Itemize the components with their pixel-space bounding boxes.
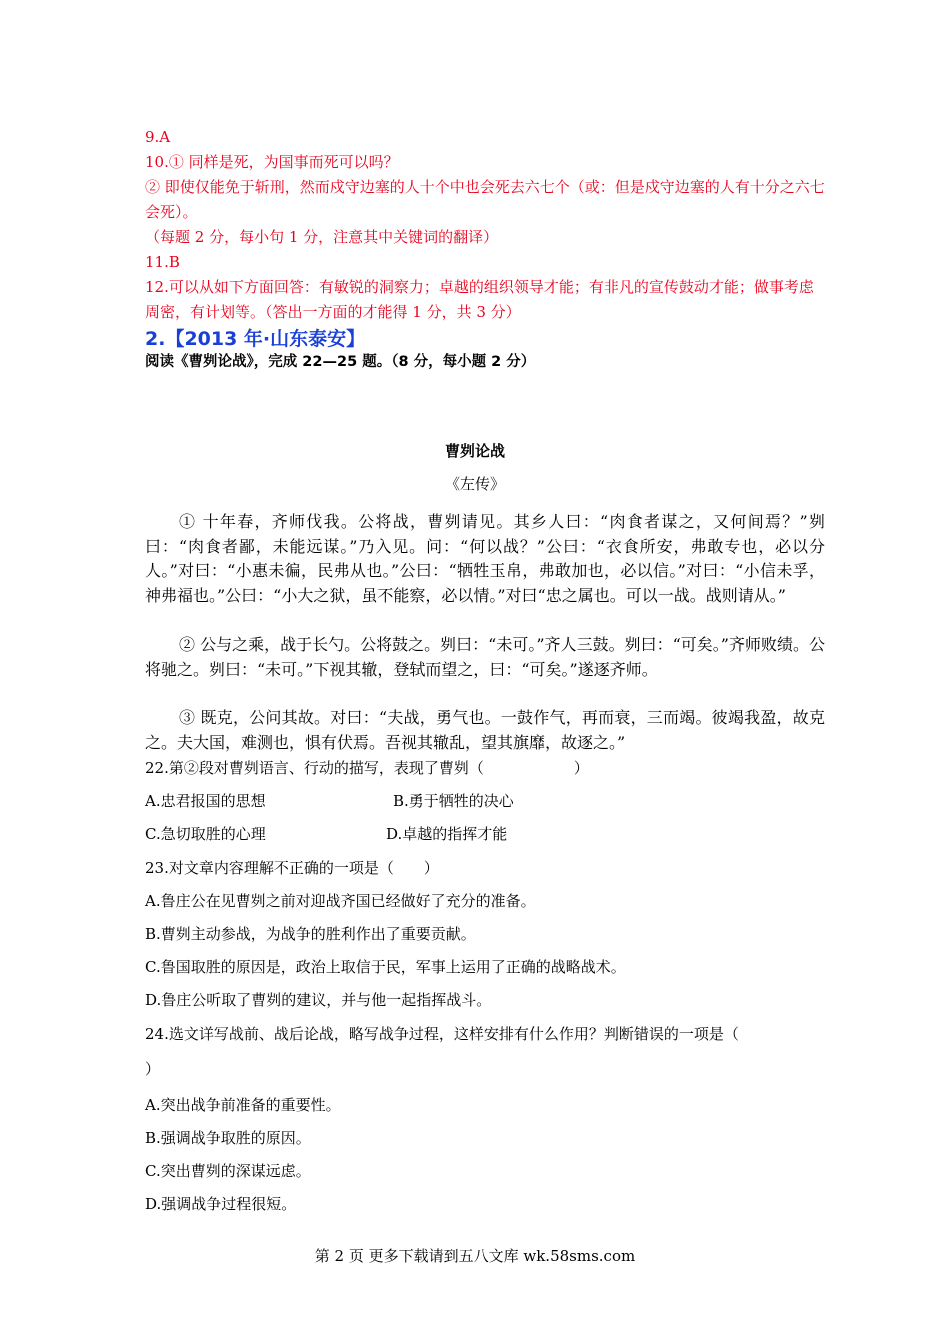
question-24-option-d: D.强调战争过程很短。 [145, 1195, 297, 1213]
question-23-option-d: D.鲁庄公听取了曹刿的建议，并与他一起指挥战斗。 [145, 991, 492, 1009]
answer-11: 11.B [145, 253, 180, 271]
article-source: 《左传》 [444, 475, 505, 493]
answer-12: 12.可以从如下方面回答：有敏锐的洞察力；卓越的组织领导才能；有非凡的宣传鼓动才能；做事考虑周密，有计划等。（答出一方面的才能得 1 分，共 3 分） [145, 278, 814, 321]
answer-10-2: ② 即使仅能免于斩刑，然而戍守边塞的人十个中也会死去六七个（或：但是戍守边塞的人有十分之六七会死）。 [145, 178, 825, 221]
answer-10-1: 10.① 同样是死，为国事而死可以吗？ [145, 153, 399, 171]
question-22-option-a: A.忠君报国的思想 [145, 792, 266, 810]
article-paragraph-3: ③ 既克，公问其故。对曰：“夫战，勇气也。一鼓作气，再而衰，三而竭。彼竭我盈，故克之。夫大国，难测也，惧有伏焉。吾视其辙乱，望其旗靡，故逐之。” [145, 708, 825, 752]
article-paragraph-2: ② 公与之乘，战于长勺。公将鼓之。刿曰：“未可。”齐人三鼓。刿曰：“可矣。”齐师败绩。公将驰之。刿曰：“未可。”下视其辙，登轼而望之，曰：“可矣。”遂逐齐师。 [145, 635, 825, 679]
question-22-option-b: B.勇于牺牲的决心 [393, 792, 514, 810]
question-24-close: ） [145, 1060, 161, 1078]
question-22: 22.第②段对曹刿语言、行动的描写，表现了曹刿（ ） [145, 759, 589, 777]
page-footer: 第 2 页 更多下载请到五八文库 wk.58sms.com [314, 1247, 636, 1265]
answer-10-note: （每题 2 分，每小句 1 分，注意其中关键词的翻译） [145, 228, 499, 246]
question-24-option-a: A.突出战争前准备的重要性。 [145, 1096, 341, 1114]
question-24-option-b: B.强调战争取胜的原因。 [145, 1129, 311, 1147]
question-23: 23.对文章内容理解不正确的一项是（ ） [145, 859, 439, 877]
question-24: 24.选文详写战前、战后论战，略写战争过程，这样安排有什么作用？判断错误的一项是（ [145, 1025, 739, 1043]
question-23-option-b: B.曹刿主动参战，为战争的胜利作出了重要贡献。 [145, 925, 476, 943]
answer-9: 9.A [145, 128, 171, 146]
article-paragraph-1: ① 十年春，齐师伐我。公将战，曹刿请见。其乡人曰：“肉食者谋之，又何间焉？”刿曰：“肉食者鄙，未能远谋。”乃入见。问：“何以战？”公曰：“衣食所安，弗敢专也，必以分人。”对曰：“小惠未徧，民弗从也。”公曰：“牺牲玉帛，弗敢加也，必以信。”对曰：“小信未孚，神弗福也。”公曰：“小大之狱，虽不能察，必以情。”对曰“忠之属也。可以一战。战则请从。” [145, 512, 825, 605]
question-22-option-d: D.卓越的指挥才能 [386, 825, 508, 843]
question-23-option-a: A.鲁庄公在见曹刿之前对迎战齐国已经做好了充分的准备。 [145, 892, 536, 910]
question-22-option-c: C.急切取胜的心理 [145, 825, 266, 843]
section-heading: 2.【2013 年·山东泰安】 [145, 328, 366, 350]
question-24-option-c: C.突出曹刿的深谋远虑。 [145, 1162, 311, 1180]
article-title: 曹刿论战 [444, 442, 505, 460]
section-instruction: 阅读《曹刿论战》，完成 22—25 题。（8 分，每小题 2 分） [145, 354, 536, 370]
question-23-option-c: C.鲁国取胜的原因是，政治上取信于民，军事上运用了正确的战略战术。 [145, 958, 626, 976]
